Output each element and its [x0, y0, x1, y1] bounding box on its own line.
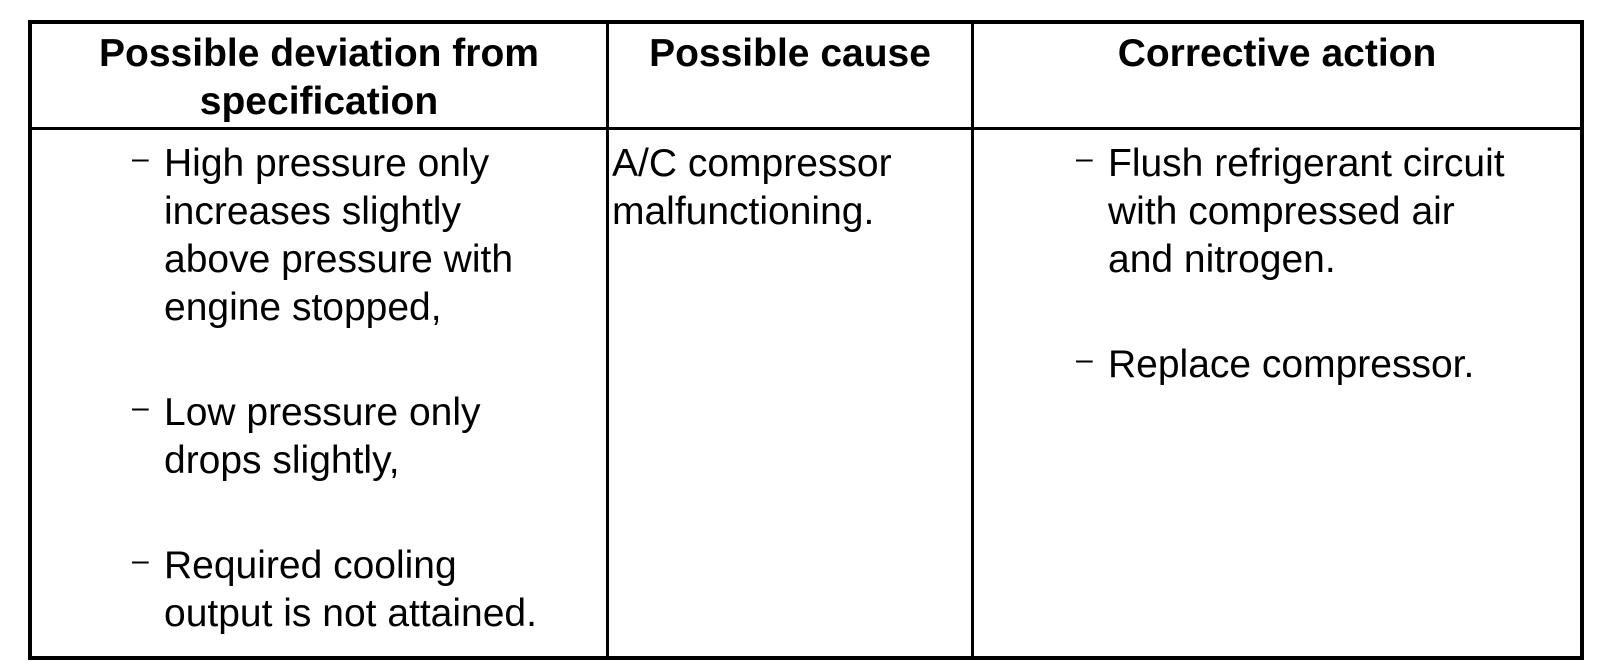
bullet-dash: – — [132, 142, 149, 175]
header-cause-text: Possible cause — [649, 32, 931, 75]
action-cell — [1076, 132, 1576, 389]
cause-cell — [612, 132, 962, 236]
bullet-dash: – — [1076, 343, 1093, 376]
deviation-text: Low pressure only drops slightly, — [164, 391, 481, 482]
deviation-item — [132, 542, 572, 638]
header-cause — [609, 24, 971, 128]
bullet-dash: – — [132, 544, 149, 577]
bullet-dash: – — [132, 391, 149, 424]
action-text: Replace compressor. — [1108, 343, 1475, 386]
deviation-item — [132, 389, 572, 485]
action-text: Flush refrigerant circuit with compressed air and nitrogen. — [1108, 142, 1505, 281]
deviation-text: Required cooling output is not attained. — [164, 544, 537, 635]
header-deviation-text: Possible deviation from specification — [99, 32, 539, 123]
deviation-cell — [132, 132, 572, 638]
deviation-text: High pressure only increases slightly above pressure with engine stopped, — [164, 142, 514, 329]
header-deviation — [32, 24, 606, 128]
header-action — [974, 24, 1580, 128]
cause-text: A/C compressor malfunctioning. — [612, 142, 892, 233]
action-item — [1076, 140, 1528, 284]
deviation-item — [132, 140, 572, 332]
header-action-text: Corrective action — [1117, 32, 1437, 75]
troubleshooting-table — [28, 20, 1584, 660]
bullet-dash: – — [1076, 142, 1093, 175]
action-item — [1076, 341, 1576, 389]
